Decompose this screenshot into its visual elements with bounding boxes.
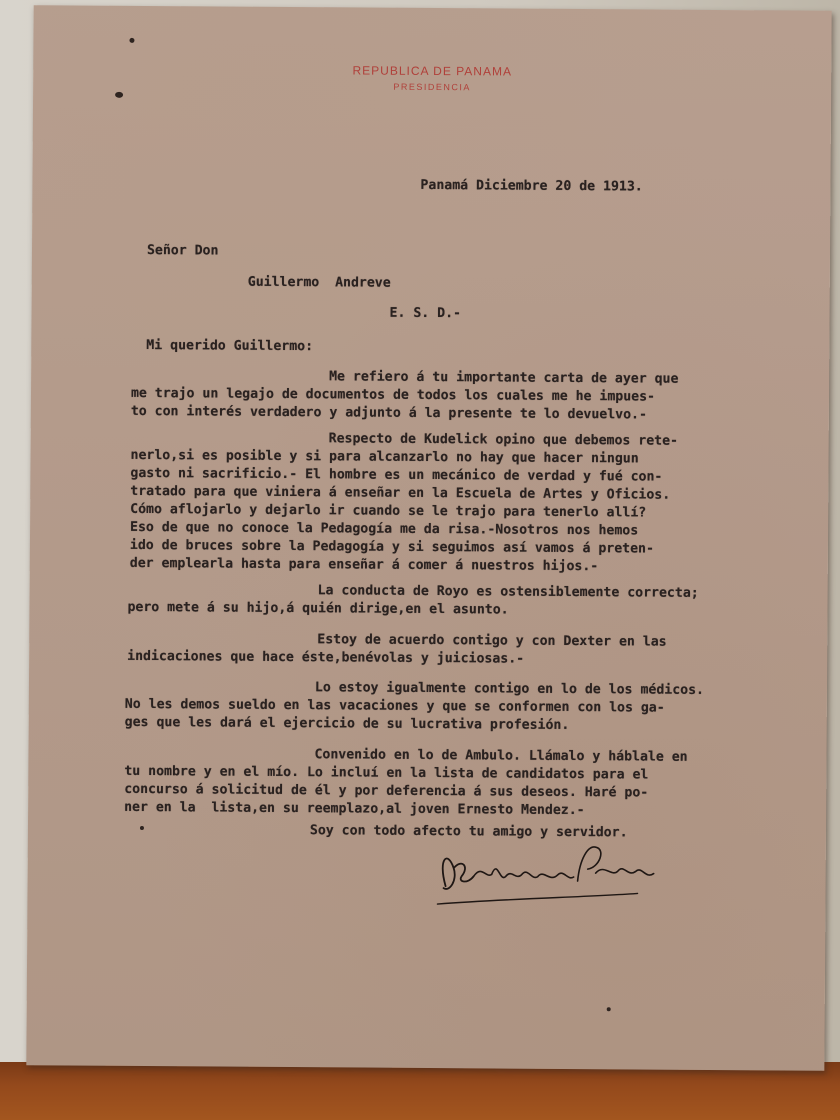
paragraph-2-line-3: gasto ni sacrificio.- El hombre es un mecánico de verdad y fué con-: [130, 465, 663, 485]
ink-speck: [607, 1007, 611, 1011]
paragraph-4-line-2: indicaciones que hace éste,benévolas y juiciosas.-: [127, 648, 525, 667]
paragraph-6-line-2: tu nombre y en el mío. Lo incluí en la lista de candidatos para el: [124, 763, 649, 783]
paragraph-2-line-5: Cómo aflojarlo y dejarlo ir cuando se le trajo para tenerlo allí?: [130, 501, 647, 521]
handwritten-signature: [427, 828, 728, 920]
recipient-title: Señor Don: [146, 243, 219, 259]
paragraph-2-line-8: der emplearla hasta para enseñar á comer á nuestros hijos.-: [129, 555, 599, 575]
recipient-name: Guillermo Andreve: [247, 274, 391, 291]
ink-speck: [140, 826, 144, 830]
paragraph-1-line-2: me trajo un legajo de documentos de todos los cuales me he impues-: [130, 385, 656, 405]
letterhead-title: REPUBLICA DE PANAMA: [352, 63, 513, 79]
ink-speck: [129, 38, 134, 43]
paragraph-5-line-2: No les demos sueldo en las vacaciones y que se conformen con los ga-: [124, 696, 665, 716]
paragraph-2-line-1: Respecto de Kudelick opino que debemos rete-: [328, 431, 679, 449]
paragraph-4-line-1: Estoy de acuerdo contigo y con Dexter en las: [317, 632, 667, 650]
paragraph-2-line-7: ido de bruces sobre la Pedagogía y si seguimos así vamos á preten-: [129, 537, 654, 557]
greeting: Mi querido Guillermo:: [146, 338, 314, 355]
letterhead-subtitle: PRESIDENCIA: [393, 81, 471, 93]
paragraph-5-line-1: Lo estoy igualmente contigo en lo de los médicos.: [314, 680, 705, 698]
paragraph-1-line-1: Me refiero á tu importante carta de ayer que: [329, 369, 679, 387]
paragraph-1-line-3: to con interés verdadero y adjunto á la presente te lo devuelvo.-: [130, 403, 647, 423]
paragraph-6-line-1: Convenido en lo de Ambulo. Llámalo y háblale en: [314, 747, 688, 765]
table-edge: [0, 1062, 840, 1120]
paragraph-5-line-3: ges que les dará el ejercicio de su lucrativa profesión.: [124, 714, 570, 733]
paragraph-3-line-2: pero mete á su hijo,á quién dirige,en el asunto.: [127, 599, 509, 618]
paragraph-6-line-3: concurso á solicitud de él y por deferencia á sus deseos. Haré po-: [124, 781, 649, 801]
letter-date: Panamá Diciembre 20 de 1913.: [420, 177, 643, 195]
paragraph-2-line-6: Eso de que no conoce la Pedagogía me da risa.-Nosotros nos hemos: [130, 519, 639, 539]
paragraph-3-line-1: La conducta de Royo es ostensiblemente correcta;: [317, 583, 699, 601]
ink-speck: [115, 92, 123, 98]
paragraph-6-line-4: ner en la lista,en su reemplazo,al joven Ernesto Mendez.-: [124, 799, 585, 819]
paragraph-2-line-2: nerlo,si es posible y si para alcanzarlo no hay que hacer ningun: [130, 447, 639, 467]
paragraph-2-line-4: tratado para que viniera á enseñar en la Escuela de Artes y Oficios.: [130, 483, 671, 503]
closing: Soy con todo afecto tu amigo y servidor.: [309, 823, 628, 841]
recipient-esd: E. S. D.-: [389, 305, 462, 322]
letter-page: [26, 5, 831, 1071]
